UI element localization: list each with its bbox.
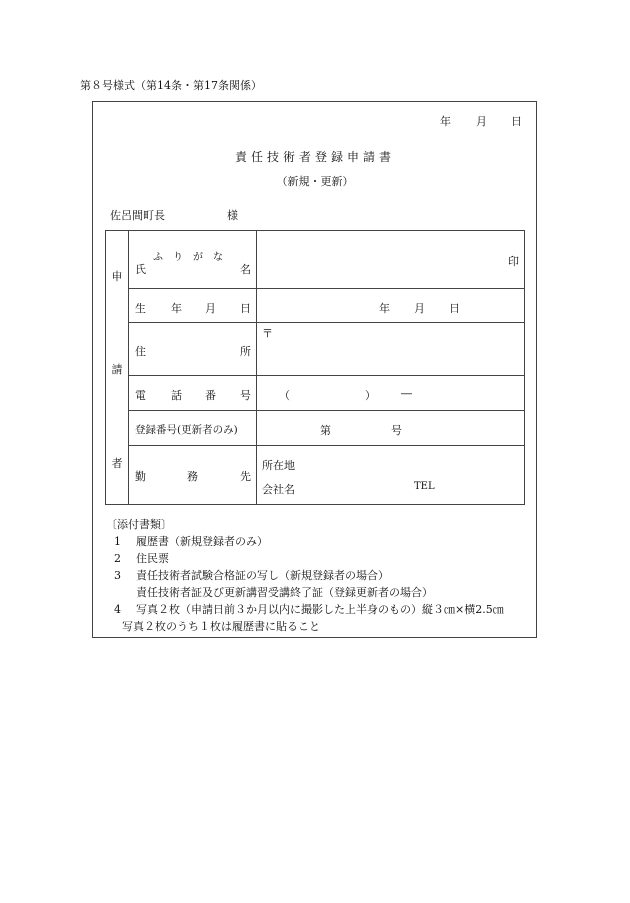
- birthdate-label-1: 生: [135, 302, 146, 315]
- birthdate-label-4: 日: [240, 302, 251, 315]
- address-field[interactable]: [257, 323, 525, 376]
- birthdate-field[interactable]: [257, 289, 525, 323]
- side-char-3: 者: [111, 457, 123, 470]
- attachment-text: 住民票: [136, 552, 169, 565]
- attachment-text: 責任技術者試験合格証の写し（新規登録者の場合）: [136, 569, 389, 582]
- form-title: 責任技術者登録申請書: [234, 150, 395, 164]
- applicant-table: [105, 230, 525, 505]
- address-label-left: 住: [135, 345, 146, 358]
- workplace-location-label: 所在地: [262, 459, 295, 472]
- registration-label: 登録番号(更新者のみ): [135, 424, 238, 436]
- phone-label-4: 号: [240, 389, 251, 402]
- addressee-honorific: 様: [227, 209, 238, 222]
- phone-label-cell: [129, 376, 257, 411]
- attachment-text: 責任技術者証及び更新講習受講終了証（登録更新者の場合）: [136, 586, 433, 599]
- address-label-cell: [129, 323, 257, 376]
- attachment-number: 4: [114, 603, 121, 616]
- attachment-number: 2: [114, 552, 121, 565]
- attachments-note: 写真２枚のうち１枚は履歴書に貼ること: [122, 620, 320, 633]
- phone-dash: ―: [401, 387, 412, 400]
- attachment-text: 写真２枚（申請日前３か月以内に撮影した上半身のもの）縦３㎝×横2.5㎝: [136, 603, 504, 616]
- birth-day-label: 日: [449, 302, 460, 315]
- attachments-heading: 〔添付書類〕: [106, 518, 172, 531]
- phone-field[interactable]: [257, 376, 525, 411]
- registration-label-cell: [129, 411, 257, 446]
- seal-mark: 印: [508, 255, 519, 268]
- birthdate-label-cell: [129, 289, 257, 323]
- birthdate-label-2: 年: [171, 302, 182, 315]
- applicant-side-label: [106, 231, 129, 505]
- birth-year-label: 年: [379, 302, 390, 315]
- date-day-label: 日: [511, 115, 522, 128]
- birthdate-label-3: 月: [205, 302, 216, 315]
- phone-label-1: 電: [135, 389, 146, 402]
- workplace-tel-label: TEL: [414, 481, 435, 492]
- workplace-label-2: 務: [187, 470, 198, 483]
- name-field[interactable]: [257, 231, 525, 289]
- workplace-label-cell: [129, 446, 257, 505]
- date-month-label: 月: [476, 115, 487, 128]
- registration-field[interactable]: [257, 411, 525, 446]
- registration-suffix: 号: [391, 424, 402, 437]
- phone-label-2: 話: [171, 389, 182, 402]
- date-year-label: 年: [440, 115, 451, 128]
- side-char-1: 申: [111, 270, 123, 283]
- workplace-label-3: 先: [240, 470, 251, 483]
- attachment-text: 履歴書（新規登録者のみ）: [136, 535, 268, 548]
- registration-prefix: 第: [320, 424, 331, 437]
- phone-close-paren: ）: [365, 389, 376, 402]
- phone-open-paren: （: [279, 389, 290, 402]
- phone-label-3: 番: [205, 389, 216, 402]
- name-label-cell: [129, 231, 257, 289]
- workplace-company-label: 会社名: [262, 483, 295, 496]
- attachment-number: 1: [114, 535, 121, 548]
- postal-mark: 〒: [262, 327, 273, 340]
- form-number-label: 第８号様式（第14条・第17条関係）: [80, 79, 262, 92]
- attachment-number: 3: [114, 569, 121, 582]
- address-label-right: 所: [240, 345, 251, 358]
- birth-month-label: 月: [414, 302, 425, 315]
- form-subtitle: （新規・更新）: [276, 175, 354, 188]
- addressee-name: 佐呂間町長: [110, 209, 165, 222]
- workplace-label-1: 勤: [135, 470, 146, 483]
- name-label-left: 氏: [135, 263, 146, 276]
- side-char-2: 請: [111, 363, 123, 376]
- workplace-field[interactable]: [257, 446, 525, 505]
- furigana-label: ふ り が な: [153, 252, 223, 263]
- name-label-right: 名: [240, 263, 251, 276]
